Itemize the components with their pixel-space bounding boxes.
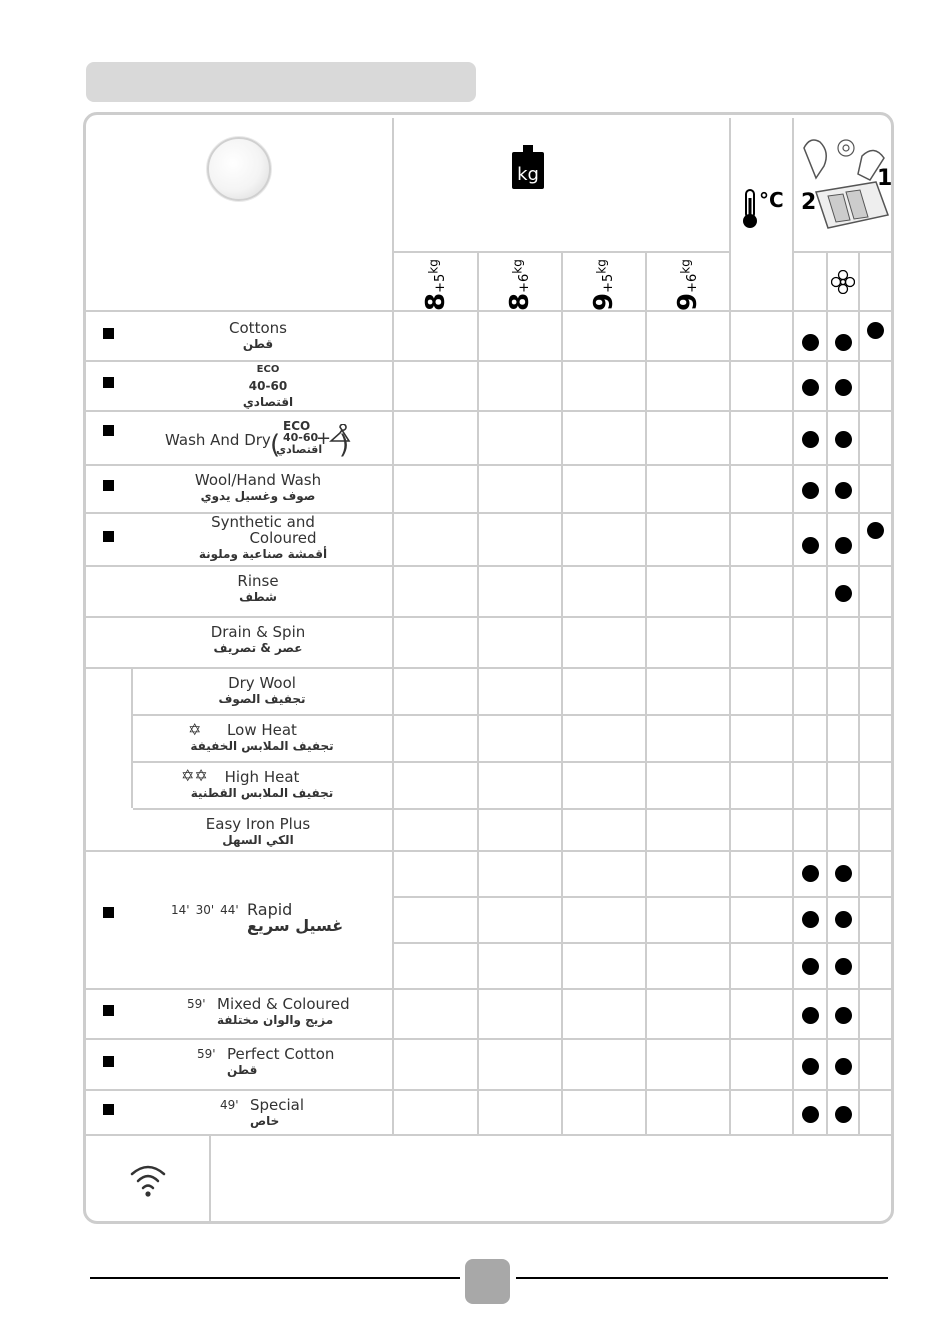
detergent-dot	[835, 431, 852, 448]
program-name-ar: قطن	[227, 1063, 258, 1077]
detergent-dot	[802, 379, 819, 396]
detergent-dot	[802, 958, 819, 975]
col-sep-cap3	[645, 252, 647, 1134]
program-row-label	[178, 320, 338, 352]
program-row-label	[182, 722, 342, 754]
program-marker-square	[103, 1104, 114, 1115]
row-separator	[86, 464, 891, 466]
capacity-unit: kg	[426, 259, 441, 274]
program-row-label	[178, 816, 338, 848]
row-separator	[86, 850, 891, 852]
row-separator	[86, 1134, 891, 1136]
wash-dry-eco-label: ECO	[283, 419, 311, 433]
wash-dry-range: 40-60	[283, 431, 319, 444]
capacity-sub: +6	[685, 273, 700, 293]
detergent-dot	[867, 322, 884, 339]
detergent-dot	[802, 865, 819, 882]
eco-label: ECO	[256, 364, 280, 375]
program-name-en: Easy Iron Plus	[205, 815, 311, 833]
hanger-icon: +	[316, 428, 332, 449]
footer-line-left	[90, 1277, 460, 1279]
program-wash-and-dry: Wash And Dry	[165, 431, 271, 449]
program-name-en: Wool/Hand Wash	[194, 471, 322, 489]
rapid-subrow-separator	[394, 942, 891, 944]
row-separator	[133, 714, 891, 716]
program-name-ar: تجفيف الملابس القطنية	[190, 786, 334, 800]
col-sep-drawer2	[858, 252, 860, 1134]
high-heat-star-icon: ✡✡	[181, 766, 208, 785]
low-heat-star-icon: ✡	[188, 720, 202, 739]
detergent-dot	[802, 431, 819, 448]
detergent-dot	[802, 1106, 819, 1123]
program-marker-square	[103, 377, 114, 388]
hanger-shape-icon	[329, 424, 351, 444]
program-name-en: Low Heat	[227, 721, 297, 739]
capacity-sub: +6	[517, 273, 532, 293]
program-name-ar: تجفيف الصوف	[218, 692, 306, 706]
program-marker-square	[103, 1056, 114, 1067]
capacity-unit: kg	[594, 259, 609, 274]
detergent-dot	[802, 911, 819, 928]
col-sep-cap2	[561, 252, 563, 1134]
row-separator	[86, 410, 891, 412]
detergent-dot	[835, 865, 852, 882]
program-duration: 49'	[220, 1098, 239, 1112]
wash-dry-bracket-close: )	[339, 430, 350, 460]
detergent-dot	[802, 334, 819, 351]
footer-sep	[209, 1135, 211, 1223]
header-drawer-line	[794, 251, 891, 253]
softener-flower-icon	[831, 270, 855, 294]
detergent-dot	[835, 482, 852, 499]
program-duration: 59'	[187, 997, 206, 1011]
capacity-sub: +5	[601, 273, 616, 293]
program-dial-icon	[207, 137, 271, 201]
page-number-tab	[465, 1259, 510, 1304]
detergent-dot	[835, 334, 852, 351]
dry-group-bracket	[131, 667, 133, 808]
program-name-ar: شطف	[239, 590, 277, 604]
rapid-durations	[171, 903, 245, 917]
weight-icon	[512, 145, 544, 189]
program-name-ar: قطن	[242, 337, 274, 351]
program-name-en: Drain & Spin	[210, 623, 306, 641]
detergent-dot	[802, 1058, 819, 1075]
capacity-sub: +5	[433, 273, 448, 293]
capacity-header-1	[420, 252, 450, 310]
wash-dry-bracket-open: (	[270, 430, 281, 460]
section-title-bar	[86, 62, 476, 102]
program-name-ar: مزيج والوان مختلفة	[217, 1013, 334, 1027]
program-marker-square	[103, 480, 114, 491]
capacity-main: 8	[505, 292, 535, 311]
program-eco-4060	[198, 362, 338, 410]
program-name-ar: اقتصادي	[242, 395, 294, 409]
drawer-label-2: 2	[801, 190, 817, 215]
col-sep-cap1	[477, 252, 479, 1134]
program-name-ar: غسيل سريع	[247, 916, 344, 935]
program-name-ar: تجفيف الملابس الخفيفة	[190, 739, 334, 753]
col-sep-name	[392, 118, 394, 1134]
detergent-dot	[802, 482, 819, 499]
program-marker-square	[103, 907, 114, 918]
detergent-dot	[835, 1007, 852, 1024]
program-name-en: Mixed & Coloured	[217, 995, 350, 1013]
row-separator	[86, 988, 891, 990]
detergent-dot	[835, 911, 852, 928]
program-row-label	[182, 675, 342, 707]
program-name-en: Rapid	[247, 900, 293, 919]
capacity-header-3	[588, 252, 618, 310]
row-separator	[86, 1038, 891, 1040]
program-synthetic-coloured	[178, 514, 348, 562]
capacity-header-2	[504, 252, 534, 310]
detergent-dot	[835, 537, 852, 554]
program-row-label	[227, 1046, 387, 1078]
detergent-dot	[835, 379, 852, 396]
program-name-ar: عصر & تصريف	[213, 641, 303, 655]
rapid-duration: 44'	[220, 903, 239, 917]
program-name-ar: خاص	[250, 1114, 280, 1128]
rapid-subrow-separator	[394, 896, 891, 898]
wash-dry-ar: اقتصادي	[276, 443, 323, 456]
capacity-header-4	[672, 252, 702, 310]
detergent-dot	[835, 1058, 852, 1075]
detergent-dot	[802, 1007, 819, 1024]
program-name-en: Perfect Cotton	[227, 1045, 335, 1063]
program-name-en: High Heat	[224, 768, 300, 786]
detergent-dot	[802, 537, 819, 554]
drawer-label-1: 1	[877, 166, 893, 191]
program-row-label	[178, 472, 338, 504]
program-rapid	[247, 902, 343, 934]
program-marker-square	[103, 425, 114, 436]
program-name-en: Cottons	[229, 319, 287, 337]
program-marker-square	[103, 531, 114, 542]
row-separator	[86, 1089, 891, 1091]
program-row-label	[217, 996, 377, 1028]
program-name-ar: الكي السهل	[222, 833, 294, 847]
capacity-main: 9	[673, 292, 703, 311]
program-duration: 59'	[197, 1047, 216, 1061]
col-sep-temp	[729, 118, 731, 1134]
detergent-dot	[867, 522, 884, 539]
col-sep-detergent	[792, 118, 794, 1134]
program-row-label	[250, 1097, 410, 1129]
row-separator	[86, 667, 891, 669]
capacity-main: 9	[589, 292, 619, 311]
col-sep-drawer1	[826, 252, 828, 1134]
capacity-unit: kg	[510, 259, 525, 274]
temperature-label: °C	[759, 188, 784, 212]
program-name-en: Dry Wool	[228, 674, 296, 692]
capacity-unit: kg	[678, 259, 693, 274]
header-bottom-line	[86, 310, 891, 312]
program-row-label	[178, 573, 338, 605]
weight-icon-label: kg	[517, 164, 539, 185]
detergent-dot	[835, 958, 852, 975]
rapid-duration: 30'	[195, 903, 215, 917]
row-separator	[86, 616, 891, 618]
program-name-en: Special	[250, 1096, 305, 1114]
row-separator	[133, 761, 891, 763]
program-name-ar: صوف وغسيل يدوي	[200, 489, 316, 503]
row-separator	[133, 808, 891, 810]
detergent-dot	[835, 585, 852, 602]
program-marker-square	[103, 1005, 114, 1016]
program-marker-square	[103, 328, 114, 339]
program-name-ar: أقمشة صناعية وملونة	[198, 547, 328, 561]
program-name-en-2: Coloured	[249, 529, 317, 547]
wifi-icon	[128, 1160, 168, 1200]
capacity-main: 8	[421, 292, 451, 311]
detergent-dot	[835, 1106, 852, 1123]
program-name-en: Synthetic and	[211, 513, 315, 531]
footer-line-right	[516, 1277, 888, 1279]
program-row-label	[178, 624, 338, 656]
eco-range: 40-60	[248, 379, 288, 393]
row-separator	[86, 565, 891, 567]
program-name-en: Rinse	[237, 572, 279, 590]
rapid-duration: 14'	[171, 903, 190, 917]
